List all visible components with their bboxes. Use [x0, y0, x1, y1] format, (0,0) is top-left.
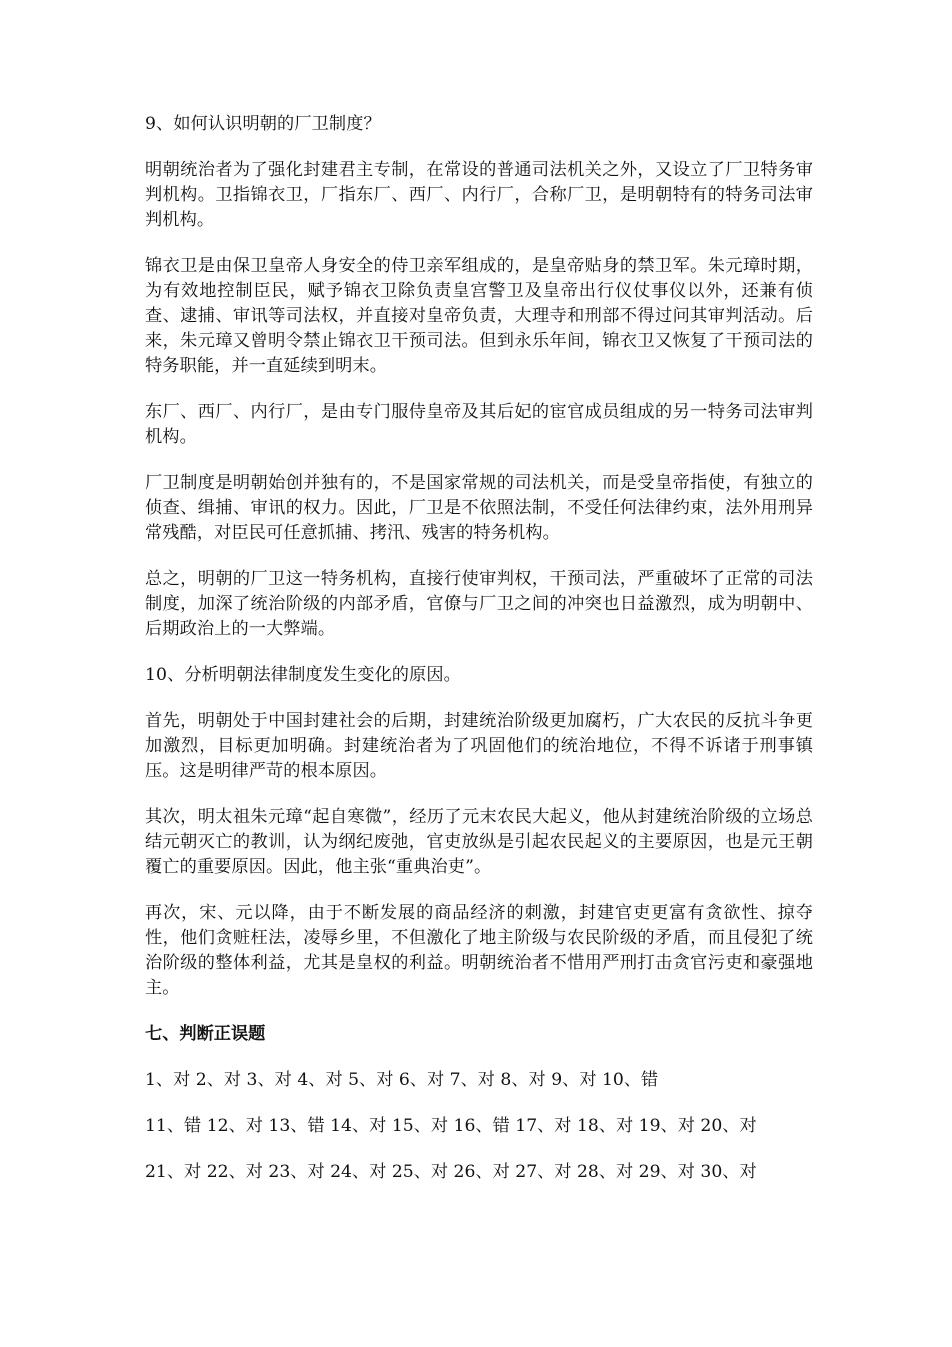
- question-10-paragraph: 再次，宋、元以降，由于不断发展的商品经济的刺激，封建官吏更富有贪欲性、掠夺性，他们贪赃枉法，凌辱乡里，不但激化了地主阶级与农民阶级的矛盾，而且侵犯了统治阶级的整体利益，尤其是皇权的利益。明朝统治者不惜用严刑打击贪官污吏和豪强地主。: [145, 903, 813, 998]
- answer-row: 11、错 12、对 13、错 14、对 15、对 16、错 17、对 18、对 19、对 20、对: [145, 1116, 757, 1136]
- question-9-paragraph: 总之，明朝的厂卫这一特务机构，直接行使审判权，干预司法，严重破坏了正常的司法制度，加深了统治阶级的内部矛盾，官僚与厂卫之间的冲突也日益激烈，成为明朝中、后期政治上的一大弊端。: [145, 569, 813, 639]
- question-9-paragraph: 东厂、西厂、内行厂，是由专门服侍皇帝及其后妃的宦官成员组成的另一特务司法审判机构。: [145, 402, 813, 447]
- question-10-paragraph: 首先，明朝处于中国封建社会的后期，封建统治阶级更加腐朽，广大农民的反抗斗争更加激烈，目标更加明确。封建统治者为了巩固他们的统治地位，不得不诉诸于刑事镇压。这是明律严苛的根本原因。: [145, 711, 813, 781]
- answer-row: 21、对 22、对 23、对 24、对 25、对 26、对 27、对 28、对 29、对 30、对: [145, 1162, 757, 1182]
- question-10-paragraph: 其次，明太祖朱元璋“起自寒微”，经历了元末农民大起义，他从封建统治阶级的立场总结元朝灭亡的教训，认为纲纪废弛，官吏放纵是引起农民起义的主要原因，也是元王朝覆亡的重要原因。因此，他主张“重典治吏”。: [145, 807, 813, 877]
- answer-row: 1、对 2、对 3、对 4、对 5、对 6、对 7、对 8、对 9、对 10、错: [145, 1070, 659, 1090]
- question-9-paragraph: 厂卫制度是明朝始创并独有的，不是国家常规的司法机关，而是受皇帝指使，有独立的侦查、缉捕、审讯的权力。因此，厂卫是不依照法制，不受任何法律约束，法外用刑异常残酷，对臣民可任意抓捕、拷汛、残害的特务机构。: [145, 473, 813, 543]
- question-9-paragraph: 锦衣卫是由保卫皇帝人身安全的侍卫亲军组成的，是皇帝贴身的禁卫军。朱元璋时期，为有效地控制臣民，赋予锦衣卫除负责皇宫警卫及皇帝出行仪仗事仪以外，还兼有侦查、逮捕、审讯等司法权，并直接对皇帝负责，大理寺和刑部不得过问其审判活动。后来，朱元璋又曾明令禁止锦衣卫干预司法。但到永乐年间，锦衣卫又恢复了干预司法的特务职能，并一直延续到明末。: [145, 256, 813, 376]
- question-9-title: 9、如何认识明朝的厂卫制度？: [145, 114, 381, 134]
- question-10-title: 10、分析明朝法律制度发生变化的原因。: [145, 665, 461, 685]
- section-7-heading: 七、判断正误题: [145, 1024, 266, 1044]
- question-9-paragraph: 明朝统治者为了强化封建君主专制，在常设的普通司法机关之外，又设立了厂卫特务审判机构。卫指锦衣卫，厂指东厂、西厂、内行厂，合称厂卫，是明朝特有的特务司法审判机构。: [145, 160, 813, 230]
- document-page: [145, 112, 813, 1206]
